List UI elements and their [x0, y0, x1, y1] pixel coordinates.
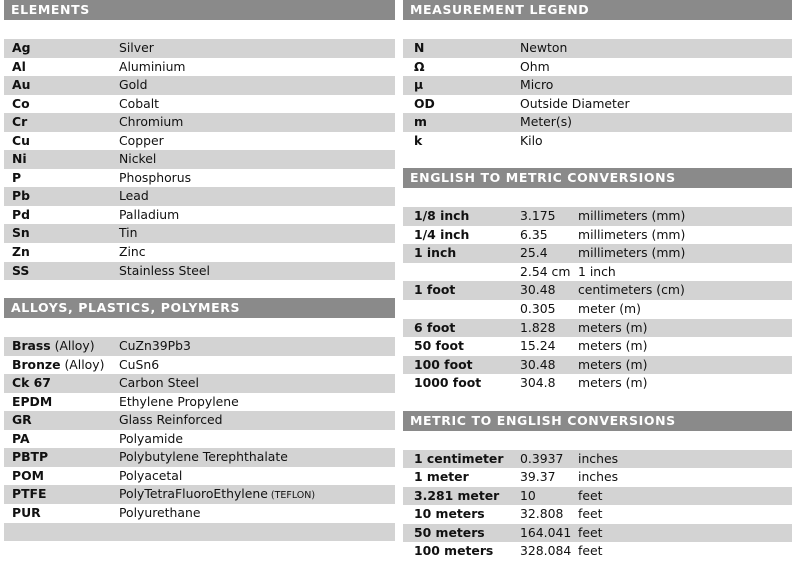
right-column [403, 0, 792, 561]
table-row [403, 542, 792, 561]
element-name: Phosphorus [119, 169, 192, 185]
alloy-note: (Alloy) [60, 356, 105, 372]
conversion-value: 30.48 [520, 282, 556, 298]
alloy-desc: Glass Reinforced [119, 412, 223, 428]
table-row [403, 95, 792, 114]
conversion-from: 100 meters [414, 543, 494, 559]
alloy-code-cell [12, 337, 95, 356]
legend-meaning: Kilo [520, 132, 543, 148]
legend-header: MEASUREMENT LEGEND [403, 0, 792, 20]
conversion-value: 328.084 [520, 543, 572, 559]
conversion-unit: meters (m) [578, 338, 648, 354]
alloy-code: POM [12, 467, 44, 483]
table-row [403, 337, 792, 356]
conversion-unit: feet [578, 487, 603, 503]
element-name: Tin [119, 225, 138, 241]
legend-symbol: μ [414, 77, 424, 93]
table-row [4, 58, 395, 77]
conversion-from: 50 meters [414, 524, 485, 540]
legend-meaning: Outside Diameter [520, 95, 630, 111]
eng-to-metric-table [403, 207, 792, 392]
element-name: Stainless Steel [119, 262, 210, 278]
table-row [4, 337, 395, 356]
table-row [403, 207, 792, 226]
legend-symbol: Ω [414, 58, 425, 74]
table-row [4, 76, 395, 95]
alloy-code-cell [12, 356, 104, 375]
alloy-code: PTFE [12, 486, 47, 502]
element-name: Silver [119, 40, 154, 55]
conversion-unit: inches [578, 450, 619, 466]
table-row [4, 523, 395, 542]
table-row [403, 374, 792, 393]
conversion-value: 1.828 [520, 319, 556, 335]
table-row [4, 411, 395, 430]
conversion-from: 1 foot [414, 282, 456, 298]
table-row [403, 132, 792, 151]
table-row [4, 393, 395, 412]
table-row [4, 113, 395, 132]
metric-to-eng-header: METRIC TO ENGLISH CONVERSIONS [403, 411, 792, 431]
conversion-unit: centimeters (cm) [578, 282, 685, 298]
table-row [403, 300, 792, 319]
conversion-from: 1000 foot [414, 375, 482, 391]
conversion-value: 164.041 [520, 524, 572, 540]
conversion-unit: millimeters (mm) [578, 226, 686, 242]
eng-to-metric-header: ENGLISH TO METRIC CONVERSIONS [403, 168, 792, 188]
metric-to-eng-table [403, 450, 792, 561]
alloy-desc: Ethylene Propylene [119, 393, 239, 409]
alloy-desc: Polyacetal [119, 467, 183, 483]
table-row [403, 263, 792, 282]
conversion-from: 1/4 inch [414, 226, 470, 242]
element-name: Nickel [119, 151, 157, 167]
legend-meaning: Ohm [520, 58, 550, 74]
conversion-value: 30.48 [520, 356, 556, 372]
table-row [403, 450, 792, 469]
conversion-value: 39.37 [520, 469, 556, 485]
table-row [4, 262, 395, 281]
conversion-unit: meters (m) [578, 375, 648, 391]
table-row [4, 169, 395, 188]
element-symbol: Ni [12, 151, 27, 167]
element-name: Chromium [119, 114, 184, 130]
alloy-desc-cell [119, 485, 315, 506]
alloy-code: GR [12, 412, 32, 428]
table-row [4, 95, 395, 114]
conversion-unit: millimeters (mm) [578, 245, 686, 261]
legend-meaning: Meter(s) [520, 114, 573, 130]
table-row [4, 224, 395, 243]
table-row [4, 187, 395, 206]
table-row [4, 356, 395, 375]
table-row [403, 319, 792, 338]
alloy-desc: Polybutylene Terephthalate [119, 449, 288, 465]
alloy-code: PUR [12, 505, 41, 521]
table-row [403, 468, 792, 487]
table-row [403, 76, 792, 95]
element-symbol: SS [12, 262, 30, 278]
element-name: Palladium [119, 206, 180, 222]
conversion-value: 10 [520, 487, 536, 503]
table-row [403, 281, 792, 300]
conversion-from: 1 centimeter [414, 450, 504, 466]
conversion-value: 6.35 [520, 226, 548, 242]
element-symbol: Cu [12, 132, 30, 148]
conversion-value: 32.808 [520, 506, 564, 522]
conversion-from: 100 foot [414, 356, 473, 372]
table-row [4, 132, 395, 151]
conversion-unit: feet [578, 543, 603, 559]
conversion-from: 6 foot [414, 319, 456, 335]
alloy-desc: PolyTetraFluoroEthylene [119, 486, 268, 502]
conversion-from: 50 foot [414, 338, 464, 354]
table-row [403, 226, 792, 245]
conversion-value: 0.305 [520, 301, 556, 317]
table-row [4, 485, 395, 504]
left-column [4, 0, 395, 541]
conversion-from: 1 meter [414, 469, 469, 485]
legend-symbol: N [414, 40, 425, 55]
element-symbol: Au [12, 77, 31, 93]
conversion-from: 1/8 inch [414, 208, 470, 224]
legend-symbol: k [414, 132, 423, 148]
legend-meaning: Micro [520, 77, 554, 93]
element-symbol: Ag [12, 40, 31, 55]
conversion-unit: 1 inch [578, 263, 616, 279]
table-row [4, 504, 395, 523]
conversion-unit: meters (m) [578, 319, 648, 335]
alloy-note: (Alloy) [50, 338, 95, 354]
legend-table [403, 39, 792, 150]
alloy-desc-note: (TEFLON) [267, 490, 316, 502]
element-symbol: Cr [12, 114, 28, 130]
conversion-from: 1 inch [414, 245, 457, 261]
table-row [403, 113, 792, 132]
conversion-unit: meters (m) [578, 356, 648, 372]
alloy-desc: CuZn39Pb3 [119, 338, 191, 354]
alloys-table [4, 337, 395, 541]
element-name: Copper [119, 132, 164, 148]
conversion-value: 25.4 [520, 245, 548, 261]
element-symbol: Zn [12, 244, 30, 260]
element-name: Zinc [119, 244, 146, 260]
alloy-code: Ck 67 [12, 375, 51, 391]
alloy-code: Bronze [12, 356, 61, 372]
table-row [4, 206, 395, 225]
conversion-value: 3.175 [520, 208, 556, 224]
alloy-code: Brass [12, 338, 51, 354]
element-symbol: Al [12, 58, 26, 74]
element-symbol: Sn [12, 225, 30, 241]
elements-table [4, 39, 395, 280]
legend-meaning: Newton [520, 40, 568, 55]
element-symbol: Pd [12, 206, 30, 222]
table-row [4, 467, 395, 486]
element-name: Aluminium [119, 58, 186, 74]
alloy-desc: Polyurethane [119, 505, 201, 521]
conversion-value: 304.8 [520, 375, 556, 391]
table-row [4, 374, 395, 393]
alloy-desc: CuSn6 [119, 356, 160, 372]
conversion-from: 3.281 meter [414, 487, 500, 503]
table-row [403, 58, 792, 77]
legend-symbol: m [414, 114, 427, 130]
alloy-code: PA [12, 430, 30, 446]
table-row [4, 430, 395, 449]
conversion-value: 0.3937 [520, 450, 564, 466]
alloy-code: EPDM [12, 393, 53, 409]
element-name: Gold [119, 77, 148, 93]
element-symbol: Pb [12, 188, 30, 204]
conversion-unit: meter (m) [578, 301, 641, 317]
element-symbol: P [12, 169, 22, 185]
table-row [4, 448, 395, 467]
table-row [403, 244, 792, 263]
conversion-value: 15.24 [520, 338, 556, 354]
table-row [403, 487, 792, 506]
table-row [403, 356, 792, 375]
conversion-unit: feet [578, 506, 603, 522]
conversion-value: 2.54 cm [520, 263, 571, 279]
alloy-desc: Polyamide [119, 430, 183, 446]
conversion-unit: feet [578, 524, 603, 540]
table-row [4, 243, 395, 262]
conversion-from: 10 meters [414, 506, 485, 522]
legend-symbol: OD [414, 95, 435, 111]
table-row [403, 505, 792, 524]
table-row [403, 39, 792, 58]
conversion-unit: inches [578, 469, 619, 485]
table-row [403, 524, 792, 543]
alloy-desc: Carbon Steel [119, 375, 199, 391]
element-name: Cobalt [119, 95, 159, 111]
elements-header: ELEMENTS [4, 0, 395, 20]
conversion-unit: millimeters (mm) [578, 208, 686, 224]
element-symbol: Co [12, 95, 30, 111]
table-row [4, 150, 395, 169]
element-name: Lead [119, 188, 149, 204]
table-row [4, 39, 395, 58]
alloys-header: ALLOYS, PLASTICS, POLYMERS [4, 298, 395, 318]
alloy-code: PBTP [12, 449, 49, 465]
